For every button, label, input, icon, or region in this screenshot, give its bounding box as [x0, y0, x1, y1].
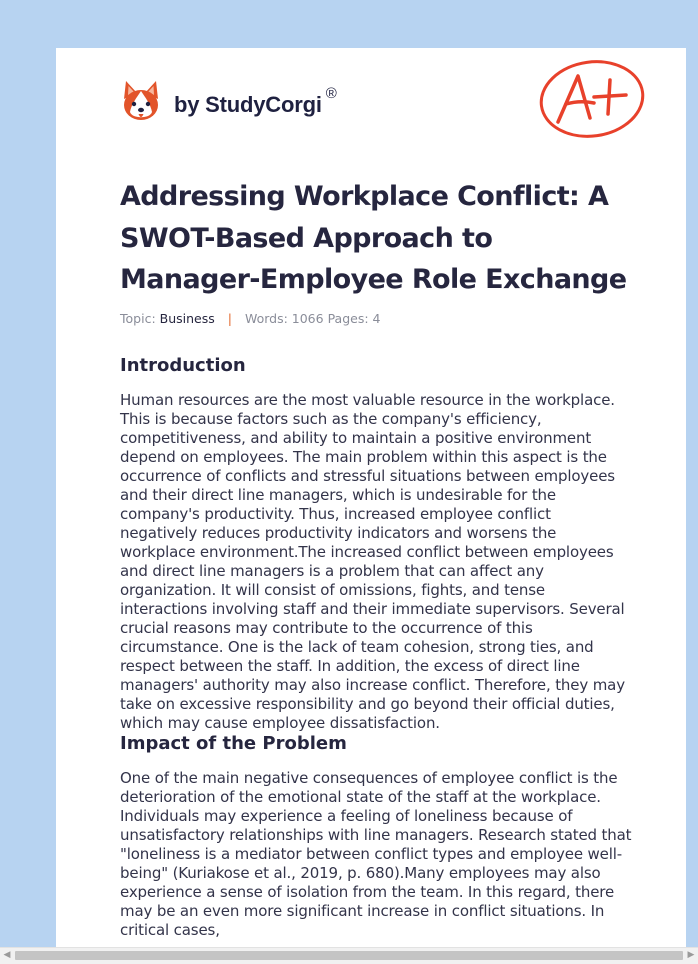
document-title: Addressing Workplace Conflict: A SWOT-Based Approach to Manager-Employee Role Exchange	[120, 181, 627, 295]
meta-separator: |	[227, 311, 232, 326]
scrollbar-thumb[interactable]	[15, 951, 683, 960]
section-paragraph-impact: One of the main negative consequences of employee conflict is the deterioration of the emotional state of the staff at the workplace. Individuals may experience a feeling of loneliness because of unsatisfactory relationships with line managers. Research stated that "loneliness is a mediator between conflict types and employee well-being" (Kuriakose et al., 2019, p. 680).Many employees may also experience a sense of isolation from the team. In this regard, there may be an even more significant increase in conflict situations. In critical cases,	[120, 769, 632, 939]
registered-mark: ®	[325, 84, 337, 102]
topic-label: Topic:	[120, 311, 156, 326]
section-paragraph-introduction: Human resources are the most valuable resource in the workplace. This is because factors such as the company's efficiency, competitiveness, and ability to maintain a positive environment depend on employees. The main problem within this aspect is the occurrence of conflicts and stressful situations between employees and their direct line managers, which is undesirable for the company's productivity. Thus, increased employee conflict negatively reduces productivity indicators and worsens the workplace environment.The increased conflict between employees and direct line managers is a problem that can affect any organization. It will consist of omissions, fights, and tense interactions involving staff and their immediate supervisors. Several crucial reasons may contribute to the occurrence of this circumstance. One is the lack of team cohesion, strong ties, and respect between the staff. In addition, the excess of direct line managers' authority may also increase conflict. Therefore, they may take on excessive responsibility and go beyond their official duties, which may cause employee dissatisfaction.	[120, 391, 625, 732]
section-heading-impact: Impact of the Problem	[120, 733, 347, 754]
document-body	[120, 355, 632, 940]
scroll-right-arrow-icon[interactable]: ▶	[687, 950, 695, 960]
horizontal-scrollbar[interactable]	[0, 947, 698, 964]
brand-name: by StudyCorgi	[174, 92, 322, 117]
page-count: Pages: 4	[327, 311, 381, 326]
a-plus-grade-stamp-icon	[536, 58, 648, 140]
topic-link[interactable]: Business	[159, 311, 215, 326]
section-heading-introduction: Introduction	[120, 355, 246, 376]
word-count: Words: 1066	[244, 311, 324, 326]
document-page	[56, 48, 686, 964]
brand-header[interactable]	[120, 76, 337, 126]
document-meta	[120, 311, 381, 326]
corgi-icon	[120, 79, 162, 123]
scroll-left-arrow-icon[interactable]: ◀	[3, 950, 11, 960]
